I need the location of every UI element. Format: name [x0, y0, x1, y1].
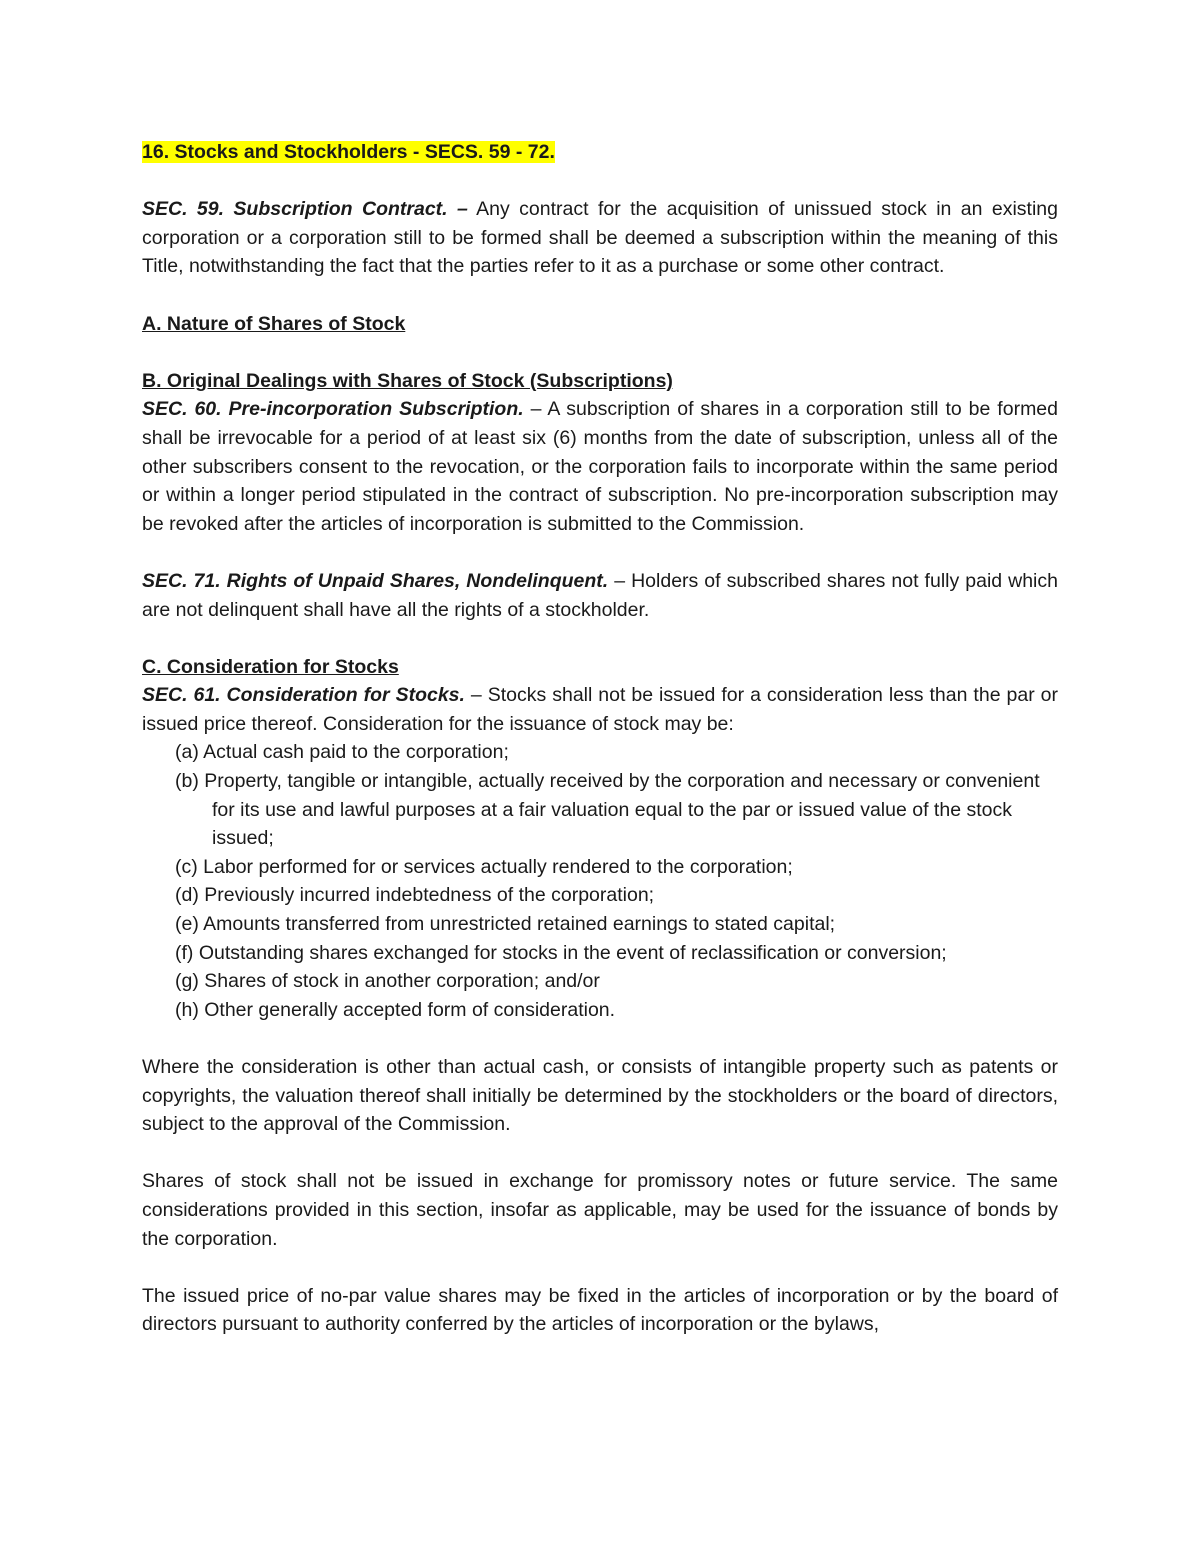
- list-item: (d) Previously incurred indebtedness of the corporation;: [175, 884, 655, 907]
- section-title-line: [142, 138, 1058, 167]
- heading-c-line: [142, 653, 1058, 682]
- sec71-heading: SEC. 71. Rights of Unpaid Shares, Nondelinquent.: [142, 569, 609, 592]
- sec59-paragraph: [142, 195, 1058, 281]
- section-title: 16. Stocks and Stockholders - SECS. 59 - 72.: [142, 141, 555, 163]
- heading-b-line: [142, 367, 1058, 396]
- promissory-notes-paragraph: Shares of stock shall not be issued in exchange for promissory notes or future service. The same considerations provided in this section, insofar as applicable, may be used for the issuance of bonds by the corporation.: [142, 1170, 1058, 1250]
- list-item: (b) Property, tangible or intangible, actually received by the corporation and necessary or convenient for its use and lawful purposes at a fair valuation equal to the par or issued value of the stock issued;: [175, 770, 1040, 850]
- heading-b: B. Original Dealings with Shares of Stock (Subscriptions): [142, 369, 673, 392]
- sec60-paragraph: [142, 395, 1058, 538]
- sec61-paragraph: [142, 681, 1058, 738]
- sec61-heading: SEC. 61. Consideration for Stocks.: [142, 684, 465, 707]
- sec60-body: – A subscription of shares in a corporation still to be formed shall be irrevocable for a period of at least six (6) months from the date of subscription, unless all of the other subscribers consent to the revocation, or the corporation fails to incorporate within the same period or within a longer period stipulated in the contract of subscription. No pre-incorporation subscription may be revoked after the articles of incorporation is submitted to the Commission.: [142, 398, 1059, 535]
- sec59-heading: SEC. 59. Subscription Contract. –: [142, 198, 468, 221]
- list-item: (e) Amounts transferred from unrestricted retained earnings to stated capital;: [175, 913, 836, 936]
- no-par-value-paragraph: The issued price of no-par value shares may be fixed in the articles of incorporation or by the board of directors pursuant to authority conferred by the articles of incorporation or the bylaws,: [142, 1284, 1058, 1336]
- sec59-body: Any contract for the acquisition of unissued stock in an existing corporation or a corporation still to be formed shall be deemed a subscription within the meaning of this Title, notwithstanding the fact that the parties refer to it as a purchase or some other contract.: [142, 198, 1058, 278]
- document-content: [142, 138, 1058, 1339]
- consideration-valuation-paragraph: Where the consideration is other than actual cash, or consists of intangible property such as patents or copyrights, the valuation thereof shall initially be determined by the stockholders or the board of directors, subject to the approval of the Commission.: [142, 1056, 1058, 1136]
- list-item: (g) Shares of stock in another corporation; and/or: [175, 970, 600, 993]
- list-item: (f) Outstanding shares exchanged for stocks in the event of reclassification or conversion;: [175, 941, 947, 964]
- heading-a: A. Nature of Shares of Stock: [142, 312, 406, 335]
- list-item: (c) Labor performed for or services actually rendered to the corporation;: [175, 855, 793, 878]
- heading-a-line: [142, 310, 1058, 339]
- sec71-paragraph: [142, 567, 1058, 624]
- consideration-list: [142, 738, 1058, 1024]
- sec60-heading: SEC. 60. Pre-incorporation Subscription.: [142, 398, 524, 421]
- list-item: (h) Other generally accepted form of consideration.: [175, 998, 616, 1021]
- sec71-body: – Holders of subscribed shares not fully paid which are not delinquent shall have all the rights of a stockholder.: [142, 569, 1058, 621]
- list-item: (a) Actual cash paid to the corporation;: [175, 741, 509, 764]
- sec61-body: – Stocks shall not be issued for a consideration less than the par or issued price thereof. Consideration for the issuance of stock may be:: [142, 684, 1058, 735]
- heading-c: C. Consideration for Stocks: [142, 655, 399, 678]
